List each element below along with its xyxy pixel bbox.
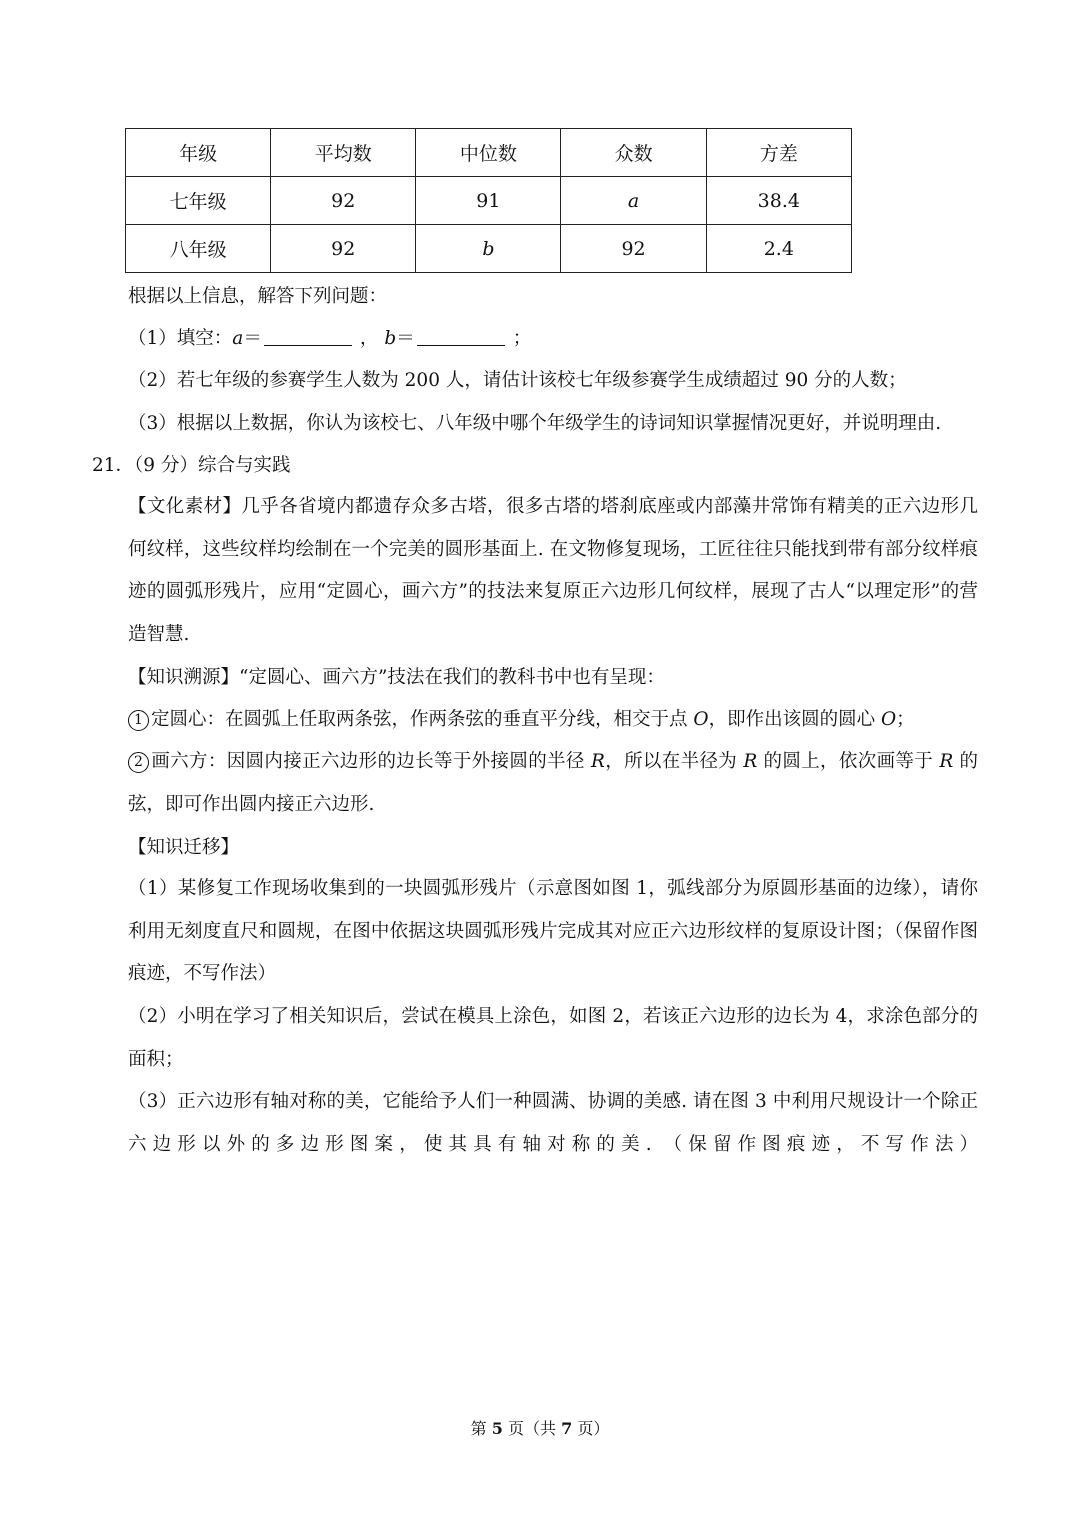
step2-text: ，所以在半径为 (604, 751, 744, 772)
table-cell: b (416, 225, 561, 273)
table-cell: 八年级 (126, 225, 271, 273)
table-cell: 91 (416, 177, 561, 225)
q21-task1: （1）某修复工作现场收集到的一块圆弧形残片（示意图如图 1，弧线部分为原圆形基面的边缘），请你利用无刻度直尺和圆规，在图中依据这块圆弧形残片完成其对应正六边形纹样的复原设计图；（保留作图痕迹，不写作法） (128, 878, 978, 984)
q21-step1 (128, 707, 915, 733)
var-a: a (232, 328, 244, 349)
table-header-cell: 年级 (126, 129, 271, 177)
point-o: O (693, 709, 709, 730)
circled-number-icon: 1 (128, 710, 149, 731)
equals-sign: ＝ (243, 328, 262, 349)
step1-text: ； (896, 709, 915, 730)
answer-blank-a[interactable] (264, 327, 352, 346)
step1-text: 定圆心：在圆弧上任取两条弦，作两条弦的垂直平分线，相交于点 (151, 709, 694, 730)
table-header-cell: 方差 (706, 129, 851, 177)
step1-text: ，即作出该圆的圆心 (708, 709, 881, 730)
total-page-number: 7 (561, 1419, 573, 1438)
step2-text: 画六方：因圆内接正六边形的边长等于外接圆的半径 (151, 751, 591, 772)
table-cell: 七年级 (126, 177, 271, 225)
footer-text: 页（共 (502, 1419, 562, 1438)
step2-text: 的圆上，依次画等于 (757, 751, 940, 772)
q20-intro: 根据以上信息，解答下列问题： (128, 286, 388, 307)
footer-text: 页） (572, 1419, 610, 1438)
q21-task3: （3）正六边形有轴对称的美，它能给予人们一种圆满、协调的美感. 请在图 3 中利用尺规设计一个除正六边形以外的多边形图案，使其具有轴对称的美. （保留作图痕迹，不写作法） (128, 1091, 978, 1155)
circled-number-icon: 2 (128, 752, 149, 773)
semicolon: ； (512, 328, 532, 349)
point-o: O (880, 709, 897, 730)
q20-part1-prefix: （1）填空： (128, 328, 233, 349)
q21-title: 21．（9 分）综合与实践 (92, 455, 291, 476)
table-cell: 92 (271, 225, 416, 273)
var-b: b (384, 328, 397, 349)
table-cell: 92 (561, 225, 706, 273)
q21-task2: （2）小明在学习了相关知识后，尝试在模具上涂色，如图 2，若该正六边形的边长为 4，求涂色部分的面积； (128, 1006, 978, 1070)
answer-blank-b[interactable] (417, 327, 505, 346)
table-header-cell: 众数 (561, 129, 706, 177)
current-page-number: 5 (491, 1419, 503, 1438)
separator: ， (359, 328, 379, 349)
table-header-cell: 平均数 (271, 129, 416, 177)
radius-r: R (743, 751, 758, 772)
table-cell: 2.4 (706, 225, 851, 273)
footer-text: 第 (470, 1419, 492, 1438)
q21-knowledge-transfer: 【知识迁移】 (128, 837, 240, 858)
step2-text: 的弦，即可作出圆内接正六边形. (128, 751, 978, 815)
q20-part1 (128, 326, 531, 352)
table-cell: 92 (271, 177, 416, 225)
table-row (126, 225, 852, 273)
radius-r: R (590, 751, 605, 772)
table-header-row (126, 129, 852, 177)
table-cell: a (561, 177, 706, 225)
table-row (126, 177, 852, 225)
equals-sign: ＝ (396, 328, 415, 349)
page-footer (0, 1416, 1080, 1439)
q21-knowledge-source: 【知识溯源】“定圆心、画六方”技法在我们的教科书中也有呈现： (128, 667, 665, 688)
table-header-cell: 中位数 (416, 129, 561, 177)
q20-part3: （3）根据以上数据，你认为该校七、八年级中哪个年级学生的诗词知识掌握情况更好，并说明理由. (128, 413, 942, 434)
q20-part2: （2）若七年级的参赛学生人数为 200 人，请估计该校七年级参赛学生成绩超过 90 分的人数； (128, 370, 907, 391)
radius-r: R (939, 751, 954, 772)
q21-step2 (128, 741, 978, 826)
q21-culture-material: 【文化素材】几乎各省境内都遗存众多古塔，很多古塔的塔刹底座或内部藻井常饰有精美的正六边形几何纹样，这些纹样均绘制在一个完美的圆形基面上. 在文物修复现场，工匠往往只能找到带有部分纹样痕迹的圆弧形残片，应用“定圆心，画六方”的技法来复原正六边形几何纹样，展现了古人“以理定形”的营造智慧. (128, 496, 978, 645)
statistics-table (125, 128, 852, 273)
table-cell: 38.4 (706, 177, 851, 225)
